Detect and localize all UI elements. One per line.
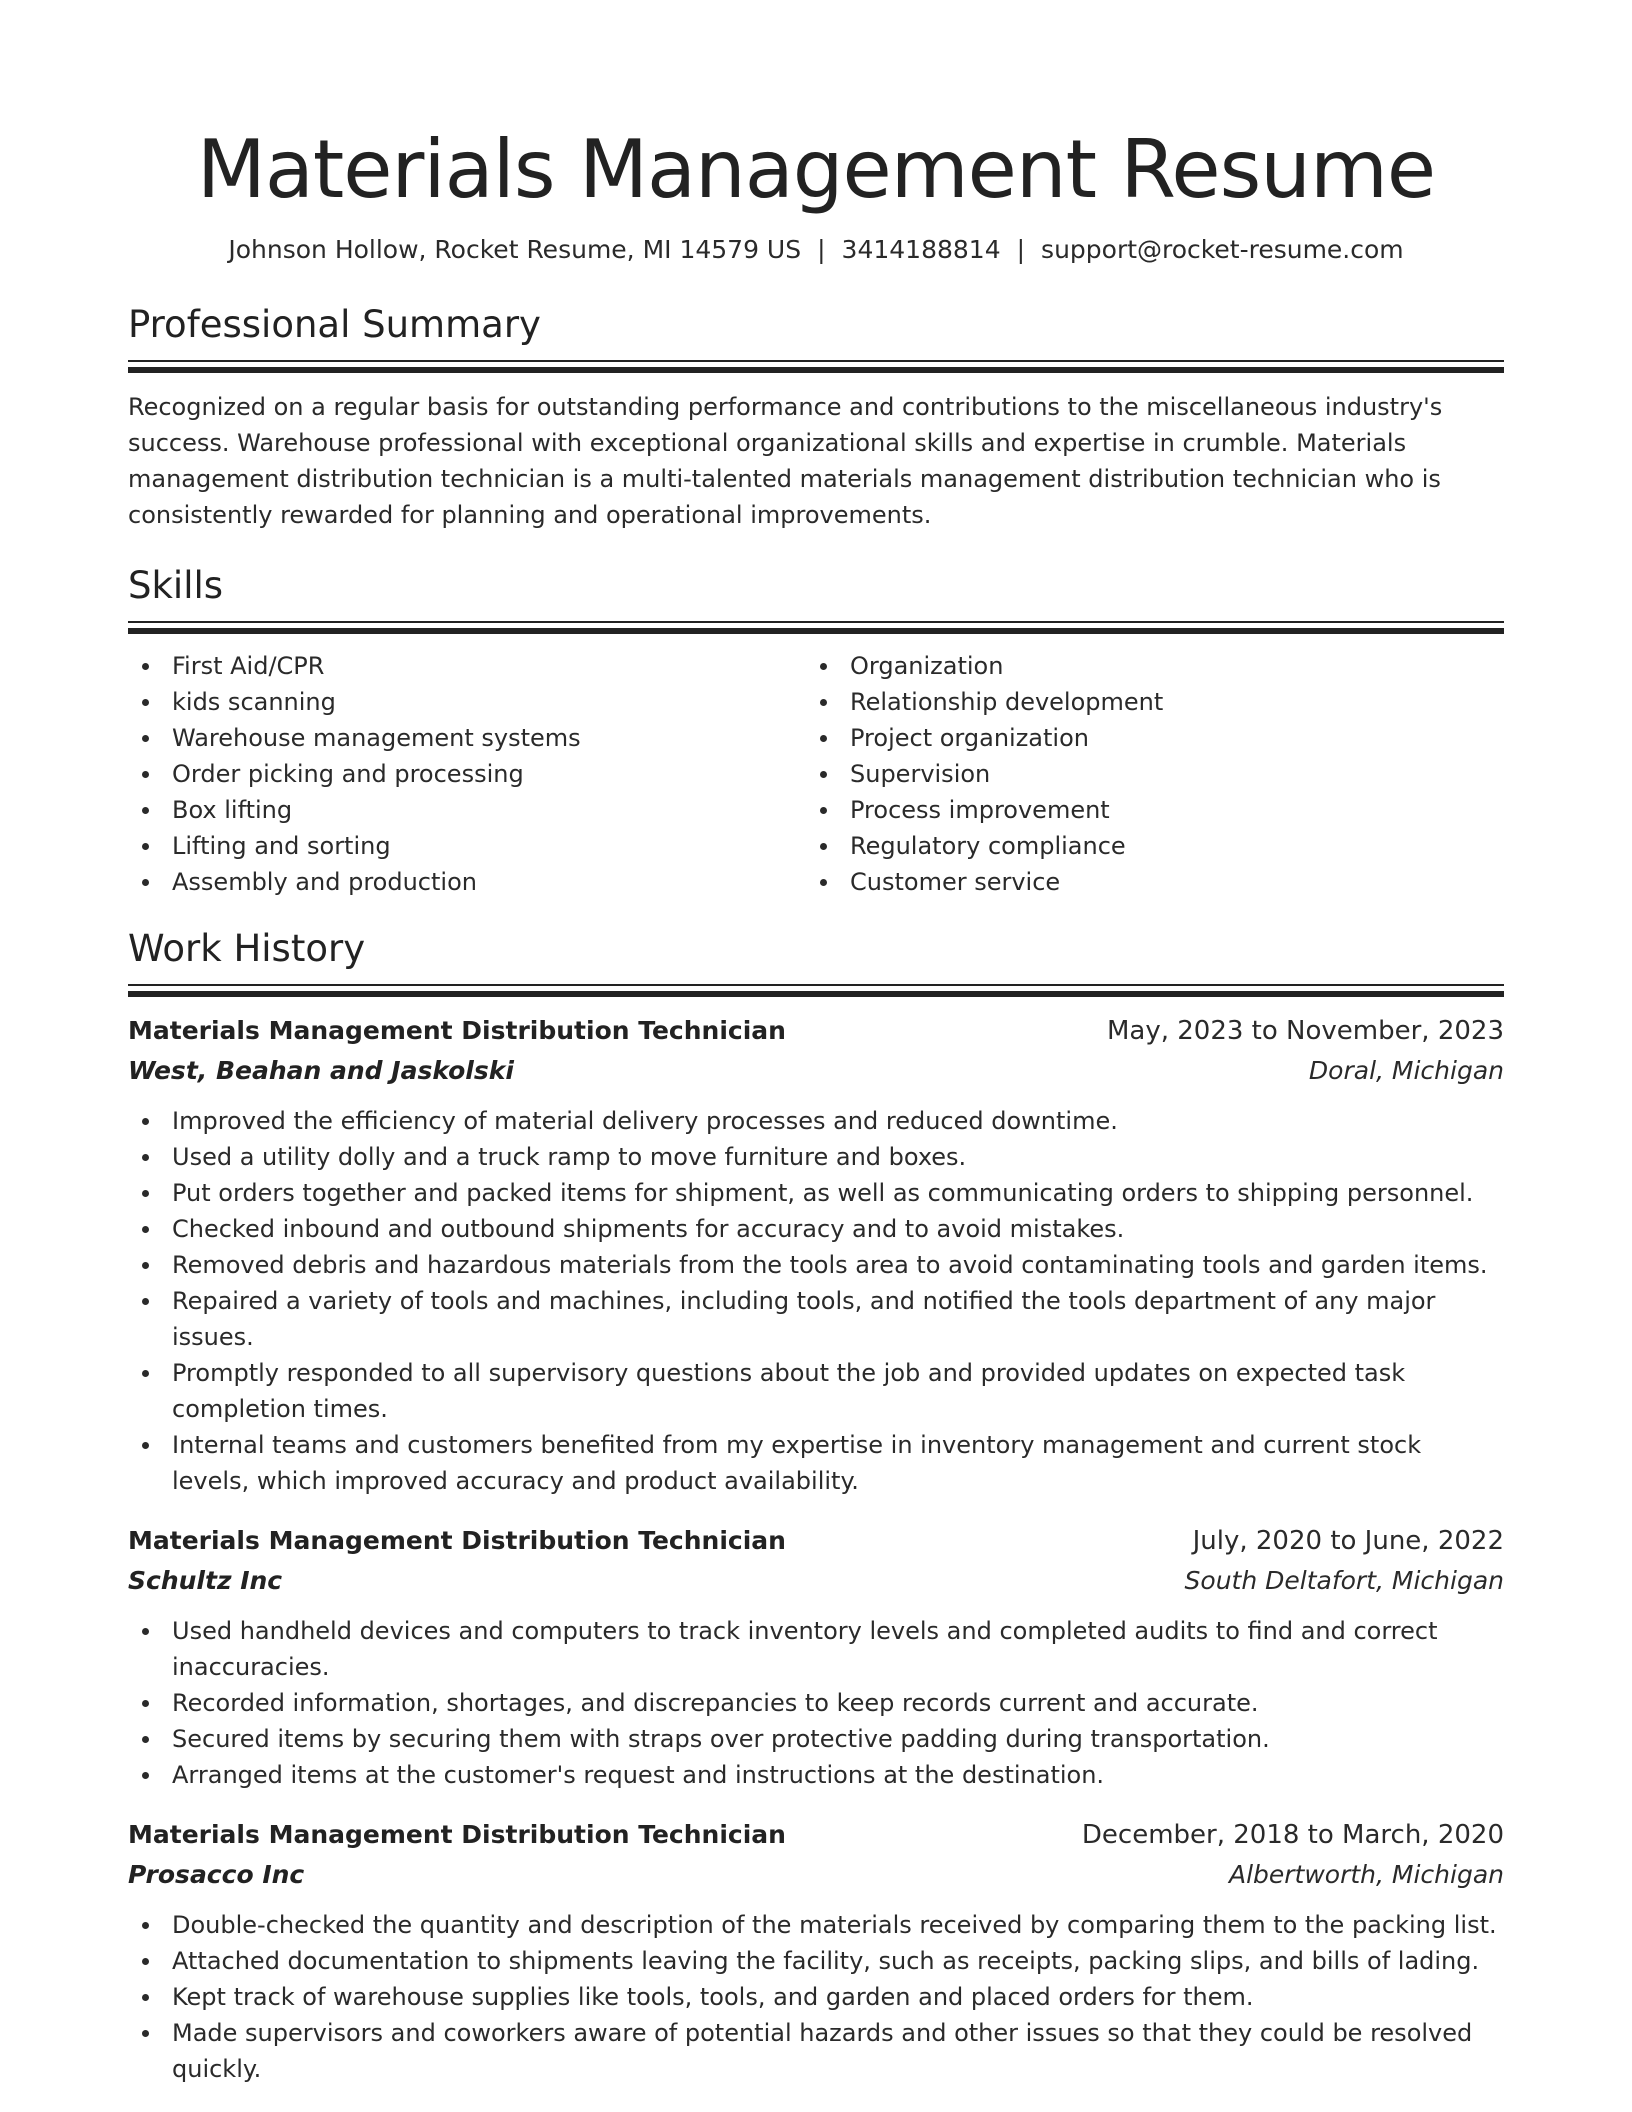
skills-list-right [806,648,1484,900]
job-company: West, Beahan and Jaskolski [128,1056,514,1085]
contact-line [128,232,1504,268]
job-dates: December, 2018 to March, 2020 [1081,1820,1504,1850]
section-divider [128,984,1504,997]
skill-item: Assembly and production [128,864,806,900]
skill-item: Box lifting [128,792,806,828]
job-company: Schultz Inc [128,1566,283,1595]
skill-item: Relationship development [806,684,1484,720]
summary-section [128,300,1504,533]
job-entry [128,1815,1504,2087]
contact-address: Johnson Hollow, Rocket Resume, MI 14579 US [228,235,802,264]
skills-list-left [128,648,806,900]
summary-text: Recognized on a regular basis for outstanding performance and contributions to the miscellaneous industry's success. Warehouse professional with exceptional organizational skills and expertise in crumble. Materials management distribution technician is a multi-talented materials management distribution technician who is consistently rewarded for planning and operational improvements. [128,393,1443,529]
job-bullet: Made supervisors and coworkers aware of potential hazards and other issues so that they could be resolved quickly. [128,2015,1504,2087]
job-bullet: Attached documentation to shipments leaving the facility, such as receipts, packing slips, and bills of lading. [128,1943,1504,1979]
job-bullet: Internal teams and customers benefited from my expertise in inventory management and current stock levels, which improved accuracy and product availability. [128,1427,1504,1499]
job-location: Doral, Michigan [1308,1056,1504,1085]
contact-separator: | [1016,235,1026,264]
section-divider [128,621,1504,634]
skill-item: Project organization [806,720,1484,756]
job-location: South Deltafort, Michigan [1184,1566,1504,1595]
job-bullets [128,1103,1504,1499]
skill-item: Organization [806,648,1484,684]
summary-heading: Professional Summary [128,303,541,346]
contact-email: support@rocket-resume.com [1041,235,1404,264]
job-entry [128,1011,1504,1499]
job-bullet: Secured items by securing them with straps over protective padding during transportation. [128,1721,1504,1757]
skill-item: Warehouse management systems [128,720,806,756]
skill-item: Process improvement [806,792,1484,828]
skill-item: Order picking and processing [128,756,806,792]
resume-page [128,0,1504,2087]
job-header-row [128,1521,1504,1561]
job-bullet: Removed debris and hazardous materials from the tools area to avoid contaminating tools and garden items. [128,1247,1504,1283]
skills-heading: Skills [128,564,224,607]
job-bullets [128,1613,1504,1793]
job-dates: May, 2023 to November, 2023 [1106,1016,1504,1046]
job-entry [128,1521,1504,1793]
contact-separator: | [817,235,826,264]
job-location: Albertworth, Michigan [1228,1860,1504,1889]
job-bullet: Promptly responded to all supervisory questions about the job and provided updates on expected task completion times. [128,1355,1504,1427]
job-bullet: Repaired a variety of tools and machines, including tools, and notified the tools department of any major issues. [128,1283,1504,1355]
job-title: Materials Management Distribution Technician [128,1016,786,1045]
job-bullet: Used handheld devices and computers to track inventory levels and completed audits to find and correct inaccuracies. [128,1613,1504,1685]
skills-section [128,561,1504,900]
work-history-heading: Work History [128,927,366,970]
job-bullet: Put orders together and packed items for shipment, as well as communicating orders to shipping personnel. [128,1175,1504,1211]
contact-phone: 3414188814 [841,235,1001,264]
job-bullet: Double-checked the quantity and description of the materials received by comparing them to the packing list. [128,1907,1504,1943]
skill-item: Customer service [806,864,1484,900]
skill-item: kids scanning [128,684,806,720]
job-company-row [128,1561,1504,1601]
job-bullet: Improved the efficiency of material delivery processes and reduced downtime. [128,1103,1504,1139]
job-bullet: Recorded information, shortages, and discrepancies to keep records current and accurate. [128,1685,1504,1721]
skill-item: First Aid/CPR [128,648,806,684]
skill-item: Lifting and sorting [128,828,806,864]
skill-item: Regulatory compliance [806,828,1484,864]
job-title: Materials Management Distribution Technician [128,1526,786,1555]
job-dates: July, 2020 to June, 2022 [1192,1526,1504,1556]
job-bullet: Checked inbound and outbound shipments for accuracy and to avoid mistakes. [128,1211,1504,1247]
work-history-section [128,924,1504,2087]
job-bullets [128,1907,1504,2087]
resume-title: Materials Management Resume [196,123,1436,216]
job-header-row [128,1815,1504,1855]
job-header-row [128,1011,1504,1051]
section-divider [128,360,1504,373]
job-bullet: Arranged items at the customer's request and instructions at the destination. [128,1757,1504,1793]
skills-grid [128,648,1504,900]
job-company: Prosacco Inc [128,1860,305,1889]
job-bullet: Kept track of warehouse supplies like tools, tools, and garden and placed orders for them. [128,1979,1504,2015]
skill-item: Supervision [806,756,1484,792]
job-title: Materials Management Distribution Technician [128,1820,786,1849]
job-bullet: Used a utility dolly and a truck ramp to move furniture and boxes. [128,1139,1504,1175]
job-company-row [128,1051,1504,1091]
job-company-row [128,1855,1504,1895]
